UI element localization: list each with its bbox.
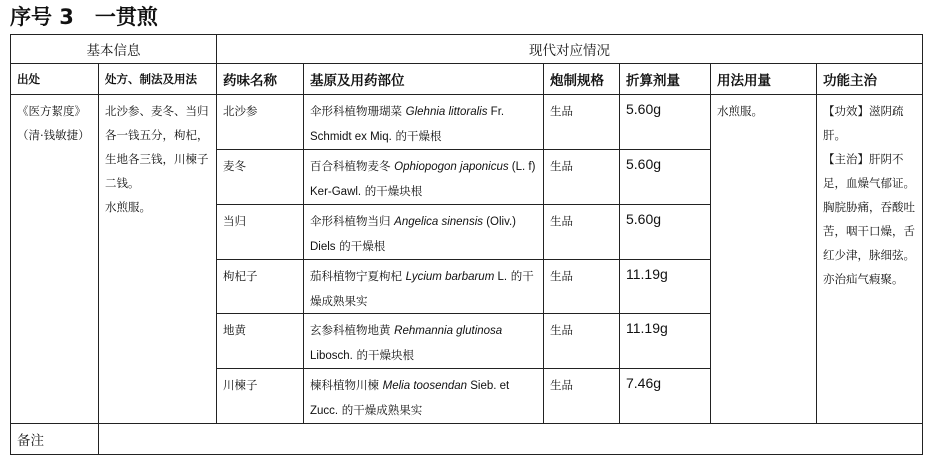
herb-name-cell: 当归 xyxy=(217,205,304,260)
herb-name-header: 药味名称 xyxy=(217,64,304,95)
herb-dose-cell: 11.19g xyxy=(620,260,711,314)
function-header: 功能主治 xyxy=(817,64,923,95)
herb-name-cell: 川楝子 xyxy=(217,369,304,424)
usage-text: 水煎服。 xyxy=(717,104,763,118)
source-header: 出处 xyxy=(11,64,99,95)
herb-name-cell: 北沙参 xyxy=(217,95,304,150)
herb-processing-cell: 生品 xyxy=(544,369,620,424)
herb-processing-cell: 生品 xyxy=(544,205,620,260)
indication-text: 【主治】肝阴不足，血燥气郁证。胸脘胁痛，吞酸吐苦，咽干口燥，舌红少津，脉细弦。亦治疝气瘕聚。 xyxy=(823,152,915,286)
herb-origin-cell: 百合科植物麦冬 Ophiopogon japonicus (L. f) Ker-Gawl. 的干燥块根 xyxy=(304,150,544,205)
basic-info-header: 基本信息 xyxy=(11,35,217,64)
herb-origin-cell: 茄科植物宁夏枸杞 Lycium barbarum L. 的干燥成熟果实 xyxy=(304,260,544,314)
herb-processing-cell: 生品 xyxy=(544,150,620,205)
herb-dose-cell: 5.60g xyxy=(620,95,711,150)
function-text: 【功效】滋阴疏肝。 xyxy=(823,104,904,142)
modern-header: 现代对应情况 xyxy=(217,35,923,64)
usage-cell xyxy=(711,95,817,424)
processing-header: 炮制规格 xyxy=(544,64,620,95)
herb-processing-cell: 生品 xyxy=(544,260,620,314)
function-cell xyxy=(817,95,923,424)
herb-name-cell: 地黄 xyxy=(217,314,304,369)
prescription-cell xyxy=(99,95,217,424)
herb-name-cell: 枸杞子 xyxy=(217,260,304,314)
source-cell xyxy=(11,95,99,424)
herb-dose-cell: 5.60g xyxy=(620,150,711,205)
herb-dose-cell: 5.60g xyxy=(620,205,711,260)
table-header-row-2 xyxy=(11,64,923,95)
herb-processing-cell: 生品 xyxy=(544,314,620,369)
source-text: 《医方絜度》（清·钱敏捷） xyxy=(17,104,90,142)
prescription-table xyxy=(10,34,923,455)
herb-origin-cell: 伞形科植物珊瑚菜 Glehnia littoralis Fr. Schmidt ex Miq. 的干燥根 xyxy=(304,95,544,150)
dose-header: 折算剂量 xyxy=(620,64,711,95)
herb-dose-cell: 11.19g xyxy=(620,314,711,369)
remarks-label: 备注 xyxy=(11,424,99,455)
usage-header: 用法用量 xyxy=(711,64,817,95)
origin-header: 基原及用药部位 xyxy=(304,64,544,95)
herb-name-cell: 麦冬 xyxy=(217,150,304,205)
remarks-value xyxy=(99,424,923,455)
prescription-header: 处方、制法及用法 xyxy=(99,64,217,95)
herb-origin-cell: 楝科植物川楝 Melia toosendan Sieb. et Zucc. 的干燥成熟果实 xyxy=(304,369,544,424)
table-header-row-1 xyxy=(11,35,923,64)
prescription-text: 北沙参、麦冬、当归各一钱五分，枸杞，生地各三钱，川楝子二钱。 xyxy=(105,104,209,190)
herb-origin-cell: 玄参科植物地黄 Rehmannia glutinosa Libosch. 的干燥块根 xyxy=(304,314,544,369)
herb-origin-cell: 伞形科植物当归 Angelica sinensis (Oliv.) Diels 的干燥根 xyxy=(304,205,544,260)
method-text: 水煎服。 xyxy=(105,200,151,214)
herb-processing-cell: 生品 xyxy=(544,95,620,150)
remarks-row xyxy=(11,424,923,455)
page-title: 序号 3 一贯煎 xyxy=(10,5,158,29)
herb-dose-cell: 7.46g xyxy=(620,369,711,424)
table-row xyxy=(11,95,923,150)
